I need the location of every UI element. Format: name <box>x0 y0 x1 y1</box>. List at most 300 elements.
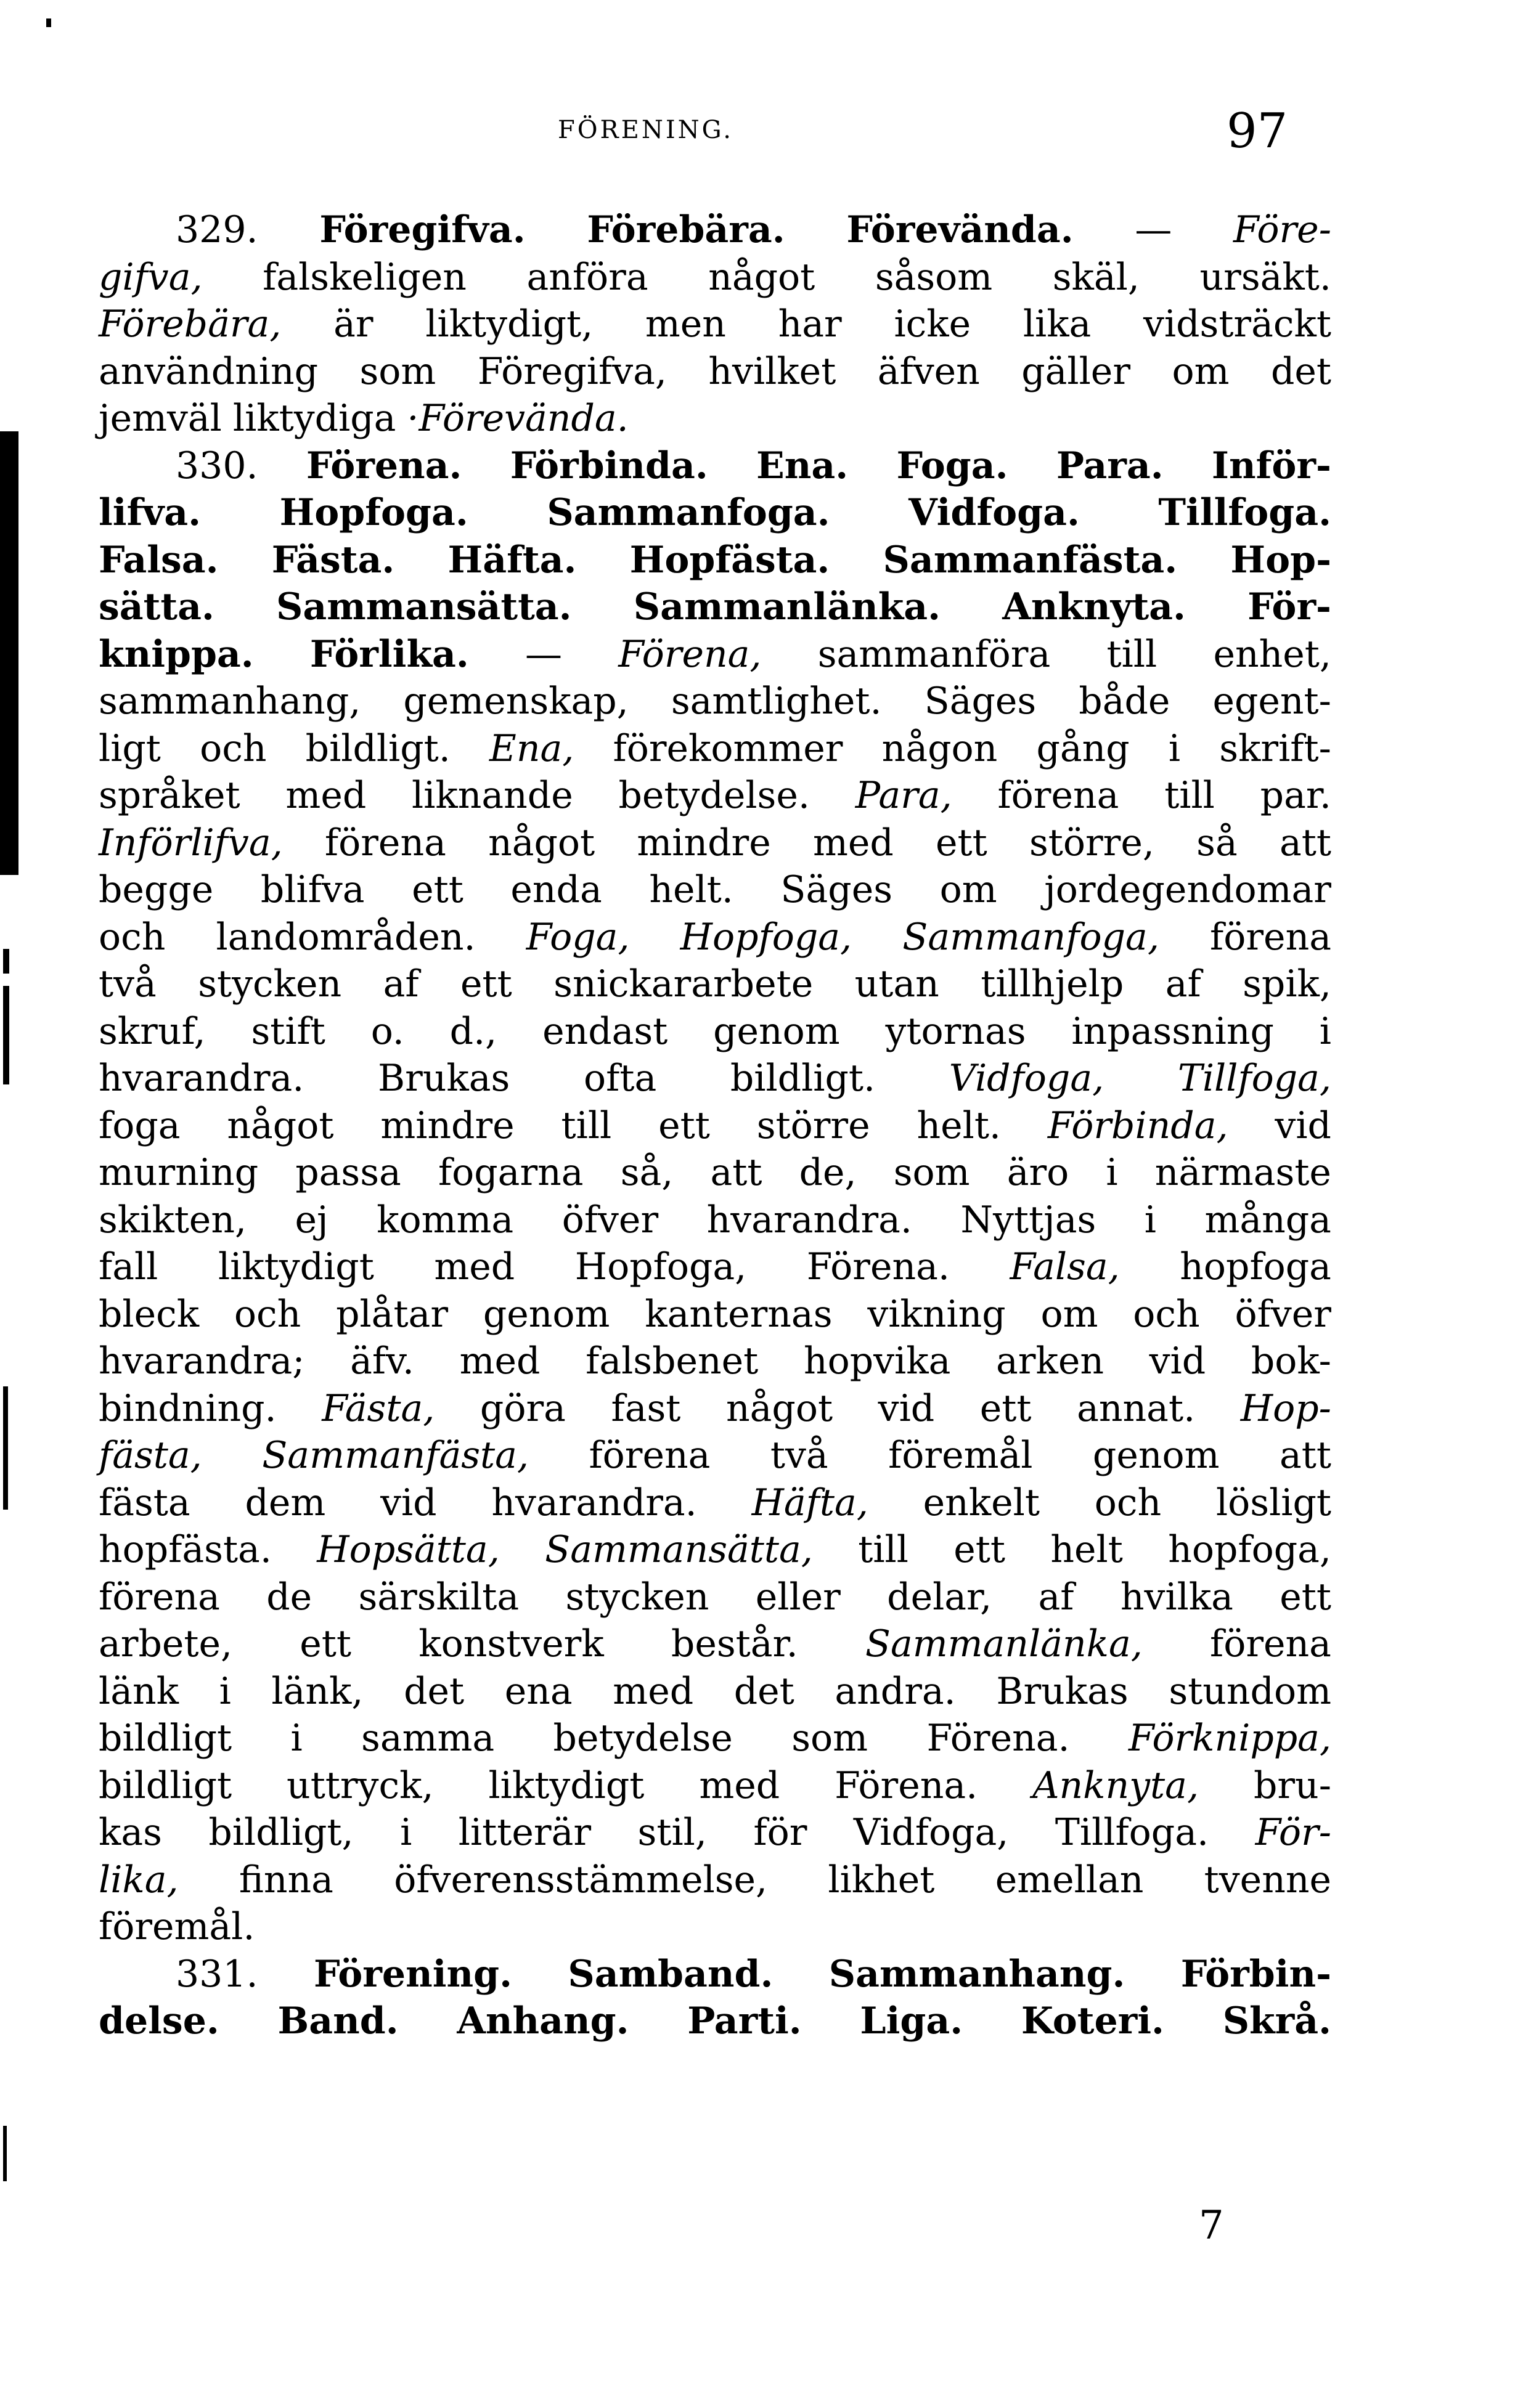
text-line <box>99 772 1331 820</box>
word: inpassning <box>1071 1009 1274 1053</box>
italic-term: Sammanfoga, <box>902 915 1159 959</box>
headword: sätta. <box>99 585 214 628</box>
word: förena <box>997 774 1119 817</box>
word: något <box>726 1386 833 1430</box>
text-line <box>99 1621 1331 1668</box>
text-line <box>99 1291 1331 1338</box>
word: Brukas <box>378 1057 510 1100</box>
text-line <box>99 1243 1331 1291</box>
word: helt <box>1050 1528 1123 1571</box>
italic-term: Sammanlänka, <box>865 1622 1143 1666</box>
word: öfver <box>1235 1292 1331 1336</box>
italic-term: För- <box>1255 1811 1331 1854</box>
word: för <box>753 1811 807 1854</box>
word: hvarandra. <box>491 1481 697 1524</box>
word: gäller <box>1021 349 1130 393</box>
word: större, <box>1029 821 1154 864</box>
word: vid <box>1275 1104 1331 1147</box>
scan-speck <box>46 18 51 27</box>
word: något <box>708 255 815 299</box>
word: som <box>359 349 436 393</box>
word: Säges <box>780 868 893 911</box>
word: icke <box>894 303 971 346</box>
text-line <box>99 1809 1331 1857</box>
italic-term: ·Förevända. <box>407 397 629 440</box>
headword: Parti. <box>687 1999 802 2043</box>
word: arken <box>996 1340 1104 1383</box>
word: enhet, <box>1213 632 1331 676</box>
word: dem <box>245 1481 326 1524</box>
text-line <box>99 820 1331 867</box>
text-line <box>99 725 1331 773</box>
word: stift <box>251 1009 325 1053</box>
word: jemväl <box>99 397 222 440</box>
text-line <box>99 584 1331 631</box>
text-line <box>99 1197 1331 1244</box>
word: — <box>525 632 563 676</box>
word: förena <box>589 1434 711 1477</box>
word: i <box>400 1811 412 1854</box>
word: både <box>1079 680 1170 723</box>
headword: knippa. <box>99 632 254 676</box>
word: lika <box>1023 303 1092 346</box>
word: begge <box>99 868 214 911</box>
italic-term: fästa, <box>99 1434 202 1477</box>
headword: Hop- <box>1230 538 1331 582</box>
word: finna <box>239 1858 333 1902</box>
word: i <box>1144 1198 1156 1242</box>
word: äro <box>1006 1151 1069 1194</box>
word: stycken <box>198 962 342 1006</box>
word: snickararbete <box>553 962 814 1006</box>
word: betydelse. <box>618 774 810 817</box>
word: det <box>1270 349 1331 393</box>
text-line <box>99 395 1331 442</box>
headword: delse. <box>99 1999 219 2043</box>
headword: Hopfoga. <box>279 491 468 534</box>
text-line <box>99 442 1331 490</box>
word: närmaste <box>1154 1151 1331 1194</box>
word: föremål <box>888 1434 1033 1477</box>
word: genom <box>713 1009 840 1053</box>
italic-term: Falsa, <box>1010 1245 1120 1288</box>
word: någon <box>881 726 998 770</box>
word: arbete, <box>99 1622 233 1666</box>
word: bildligt. <box>305 726 451 770</box>
word: 330. <box>176 444 258 487</box>
word: helt. <box>917 1104 1002 1147</box>
word: liknande <box>412 774 573 817</box>
word: fall <box>99 1245 158 1288</box>
text-line <box>99 1008 1331 1056</box>
word: liktydigt <box>218 1245 374 1288</box>
headword: Sammanlänka. <box>633 585 941 628</box>
word: falskeligen <box>263 255 467 299</box>
word: samma <box>361 1717 495 1760</box>
word: landområden. <box>216 915 476 959</box>
word: ett <box>979 1386 1032 1430</box>
word: af <box>383 962 419 1006</box>
word: hvarandra; <box>99 1340 305 1383</box>
word: spik, <box>1243 962 1331 1006</box>
word: ett <box>658 1104 710 1147</box>
word: Förena. <box>926 1717 1070 1760</box>
word: murning <box>99 1151 259 1194</box>
word: Föregifva, <box>477 349 667 393</box>
word: ett <box>936 821 987 864</box>
word: hopfoga, <box>1168 1528 1331 1571</box>
word: med <box>459 1340 541 1383</box>
word: i <box>219 1669 231 1713</box>
word: med <box>434 1245 515 1288</box>
headword: Förevända. <box>846 208 1074 251</box>
scan-speck <box>3 1386 8 1510</box>
word: bildligt, <box>208 1811 354 1854</box>
word: förena <box>99 1575 220 1619</box>
scan-speck <box>3 949 9 974</box>
word: ofta <box>584 1057 657 1100</box>
word: litterär <box>458 1811 592 1854</box>
headword: Förena. <box>306 444 462 487</box>
word: något <box>488 821 595 864</box>
word: betydelse <box>553 1717 733 1760</box>
scan-margin-shadow <box>0 770 10 869</box>
word: öfver <box>561 1198 659 1242</box>
headword: För- <box>1247 585 1331 628</box>
word: och <box>1094 1481 1162 1524</box>
word: Hopfoga, <box>574 1245 747 1288</box>
word: det <box>404 1669 465 1713</box>
word: plåtar <box>336 1292 449 1336</box>
headword: Förebära. <box>587 208 785 251</box>
word: de, <box>799 1151 857 1194</box>
text-line <box>99 1857 1331 1904</box>
italic-term: Anknyta, <box>1032 1763 1199 1807</box>
word: fästa <box>99 1481 190 1524</box>
headword: Sammanfästa. <box>883 538 1178 582</box>
word: hvarandra. <box>706 1198 912 1242</box>
word: förena <box>324 821 446 864</box>
headword: Ena. <box>756 444 849 487</box>
word: bok- <box>1251 1340 1331 1383</box>
italic-term: Ena, <box>489 726 574 770</box>
word: och <box>99 915 166 959</box>
word: enkelt <box>923 1481 1040 1524</box>
word: uttryck, <box>287 1763 434 1807</box>
headword: Förening. <box>313 1952 512 1996</box>
headword: Förbin- <box>1180 1952 1331 1996</box>
word: passa <box>295 1151 401 1194</box>
headword: Hopfästa. <box>629 538 830 582</box>
word: Förena. <box>806 1245 950 1288</box>
word: egent- <box>1212 680 1331 723</box>
text-line <box>99 1951 1331 1998</box>
headword: Band. <box>277 1999 399 2043</box>
word: många <box>1204 1198 1331 1242</box>
headword: Föregifva. <box>319 208 526 251</box>
word: ett <box>300 1622 352 1666</box>
headword: Foga. <box>896 444 1008 487</box>
italic-term: Förknippa, <box>1128 1717 1331 1760</box>
italic-term: gifva, <box>99 255 203 299</box>
word: gång <box>1036 726 1130 770</box>
signature-mark: 7 <box>1199 2203 1224 2248</box>
word: i <box>1106 1151 1118 1194</box>
word: och <box>234 1292 301 1336</box>
word: genom <box>483 1292 610 1336</box>
word: foga <box>99 1104 181 1147</box>
text-line <box>99 1668 1331 1715</box>
word: två <box>99 962 157 1006</box>
word: Vidfoga, <box>853 1811 1009 1854</box>
word: med <box>285 774 367 817</box>
word: hvilka <box>1120 1575 1233 1619</box>
italic-term: Före- <box>1233 208 1331 251</box>
word: emellan <box>995 1858 1144 1902</box>
word: om <box>1172 349 1230 393</box>
word: i <box>1168 726 1181 770</box>
word: större <box>756 1104 870 1147</box>
word: vid <box>878 1386 935 1430</box>
italic-term: Fästa, <box>322 1386 435 1430</box>
word: bildligt. <box>730 1057 876 1100</box>
word: lösligt <box>1215 1481 1331 1524</box>
word: hopfästa. <box>99 1528 272 1571</box>
text-line <box>99 1526 1331 1574</box>
word: liktydigt, <box>425 303 594 346</box>
headword: Samband. <box>568 1952 774 1996</box>
word: till <box>1106 632 1157 676</box>
word: de <box>266 1575 312 1619</box>
text-line <box>99 1998 1331 2045</box>
word: men <box>645 303 726 346</box>
text-line <box>99 914 1331 961</box>
italic-term: Foga, <box>526 915 630 959</box>
italic-term: Hopfoga, <box>680 915 852 959</box>
text-line <box>99 489 1331 537</box>
headword: Förlika. <box>309 632 469 676</box>
word: kas <box>99 1811 162 1854</box>
word: ett <box>953 1528 1006 1571</box>
text-line <box>99 1574 1331 1621</box>
word: ett <box>1280 1575 1331 1619</box>
italic-term: Vidfoga, <box>949 1057 1104 1100</box>
word: förena <box>1210 915 1331 959</box>
word: annat. <box>1077 1386 1196 1430</box>
word: äfv. <box>350 1340 414 1383</box>
word: hopfoga <box>1180 1245 1331 1288</box>
italic-term: Sammanfästa, <box>262 1434 529 1477</box>
word: det <box>733 1669 794 1713</box>
headword: Liga. <box>860 1999 963 2043</box>
word: helt. <box>649 868 733 911</box>
headword: Fästa. <box>271 538 395 582</box>
word: med <box>812 821 894 864</box>
word: af <box>1038 1575 1074 1619</box>
scan-speck <box>3 2126 7 2181</box>
italic-term: Häfta, <box>751 1481 868 1524</box>
word: anföra <box>526 255 648 299</box>
word: till <box>1164 774 1215 817</box>
word: ursäkt. <box>1199 255 1331 299</box>
italic-term: Införlifva, <box>99 821 283 864</box>
word: sammanhang, <box>99 680 361 723</box>
word: samtlighet. <box>671 680 882 723</box>
text-line <box>99 1055 1331 1102</box>
headword: Sammansätta. <box>276 585 572 628</box>
headword: Inför- <box>1211 444 1331 487</box>
word: öfverensstämmelse, <box>394 1858 768 1902</box>
word: gemenskap, <box>403 680 629 723</box>
word: genom <box>1092 1434 1220 1477</box>
word: bleck <box>99 1292 200 1336</box>
italic-term: Sammansätta, <box>545 1528 813 1571</box>
text-line <box>99 1903 1331 1951</box>
word: tvenne <box>1204 1858 1331 1902</box>
headword: Sammanfoga. <box>547 491 830 534</box>
word: att <box>710 1151 762 1194</box>
word: kanternas <box>645 1292 833 1336</box>
word: är <box>333 303 374 346</box>
word: Nyttjas <box>960 1198 1096 1242</box>
word: Säges <box>924 680 1037 723</box>
word: har <box>778 303 842 346</box>
text-line <box>99 1479 1331 1527</box>
word: likhet <box>828 1858 935 1902</box>
italic-term: Förena, <box>618 632 762 676</box>
text-line <box>99 678 1331 725</box>
page-number: 97 <box>1227 104 1288 159</box>
word: att <box>1279 1434 1331 1477</box>
word: sammanföra <box>817 632 1051 676</box>
word: delar, <box>887 1575 992 1619</box>
word: mindre <box>380 1104 515 1147</box>
word: skäl, <box>1052 255 1140 299</box>
text-line <box>99 1385 1331 1433</box>
word: något <box>227 1104 334 1147</box>
italic-term: lika, <box>99 1858 179 1902</box>
italic-term: Tillfoga, <box>1177 1057 1331 1100</box>
word: förekommer <box>613 726 843 770</box>
word: bildligt <box>99 1763 232 1807</box>
word: stycken <box>565 1575 709 1619</box>
text-line <box>99 1762 1331 1810</box>
italic-term: Hopsätta, <box>317 1528 500 1571</box>
word: skikten, <box>99 1198 247 1242</box>
word: enda <box>510 868 602 911</box>
word: användning <box>99 349 319 393</box>
word: stil, <box>637 1811 707 1854</box>
text-line <box>99 206 1331 254</box>
word: jordegendomar <box>1044 868 1331 911</box>
word: konstverk <box>418 1622 604 1666</box>
word: om <box>939 868 997 911</box>
word: ett <box>412 868 463 911</box>
text-line <box>99 631 1331 678</box>
word: Förena. <box>835 1763 978 1807</box>
word: göra <box>480 1386 566 1430</box>
word: vid <box>380 1481 437 1524</box>
word: o. <box>370 1009 404 1053</box>
text-line <box>99 537 1331 584</box>
word: ej <box>295 1198 329 1242</box>
word: ett <box>460 962 512 1006</box>
word: skruf, <box>99 1009 206 1053</box>
headword: lifva. <box>99 491 202 534</box>
word: par. <box>1260 774 1331 817</box>
headword: Häfta. <box>447 538 577 582</box>
word: hvilket <box>708 349 836 393</box>
word: blifva <box>260 868 365 911</box>
word: liktydiga <box>232 397 396 440</box>
word: förena <box>1210 1622 1331 1666</box>
word: länk, <box>271 1669 364 1713</box>
word: fast <box>611 1386 681 1430</box>
word: två <box>770 1434 828 1477</box>
word: af <box>1165 962 1201 1006</box>
text-line <box>99 348 1331 396</box>
text-line <box>99 1715 1331 1762</box>
word: ytornas <box>885 1009 1026 1053</box>
word: till <box>561 1104 612 1147</box>
headword: Tillfoga. <box>1158 491 1331 534</box>
word: i <box>290 1717 303 1760</box>
headword: Förbinda. <box>510 444 708 487</box>
running-head: FÖRENING. <box>558 116 733 144</box>
word: såsom <box>875 255 993 299</box>
word: vidsträckt <box>1143 303 1331 346</box>
word: d., <box>449 1009 497 1053</box>
word: bru- <box>1253 1763 1331 1807</box>
headword: Sammanhang. <box>828 1952 1125 1996</box>
word: som <box>893 1151 970 1194</box>
word: länk <box>99 1669 179 1713</box>
word: liktydigt <box>488 1763 645 1807</box>
word: språket <box>99 774 240 817</box>
headword: Koteri. <box>1021 1999 1164 2043</box>
headword: Skrå. <box>1222 1999 1331 2043</box>
text-line <box>99 1338 1331 1385</box>
text-line <box>99 1102 1331 1150</box>
word: Tillfoga. <box>1055 1811 1209 1854</box>
headword: Falsa. <box>99 538 219 582</box>
word: andra. <box>835 1669 956 1713</box>
scan-speck <box>3 986 9 1084</box>
word: består. <box>671 1622 798 1666</box>
word: 329. <box>176 208 258 251</box>
word: fogarna <box>438 1151 584 1194</box>
word: till <box>858 1528 908 1571</box>
headword: Vidfoga. <box>908 491 1080 534</box>
word: stundom <box>1169 1669 1331 1713</box>
word: så <box>1196 821 1238 864</box>
word: vid <box>1149 1340 1206 1383</box>
word: Brukas <box>996 1669 1129 1713</box>
word: bindning. <box>99 1386 277 1430</box>
italic-term: Förbinda, <box>1047 1104 1228 1147</box>
italic-term: Para, <box>855 774 952 817</box>
headword: Anhang. <box>457 1999 629 2043</box>
word: bildligt <box>99 1717 232 1760</box>
headword: Anknyta. <box>1002 585 1186 628</box>
text-line <box>99 254 1331 301</box>
text-line <box>99 866 1331 914</box>
word: att <box>1279 821 1331 864</box>
word: och <box>200 726 267 770</box>
italic-term: Förebära, <box>99 303 282 346</box>
word: skrift- <box>1219 726 1331 770</box>
word: om <box>1040 1292 1098 1336</box>
